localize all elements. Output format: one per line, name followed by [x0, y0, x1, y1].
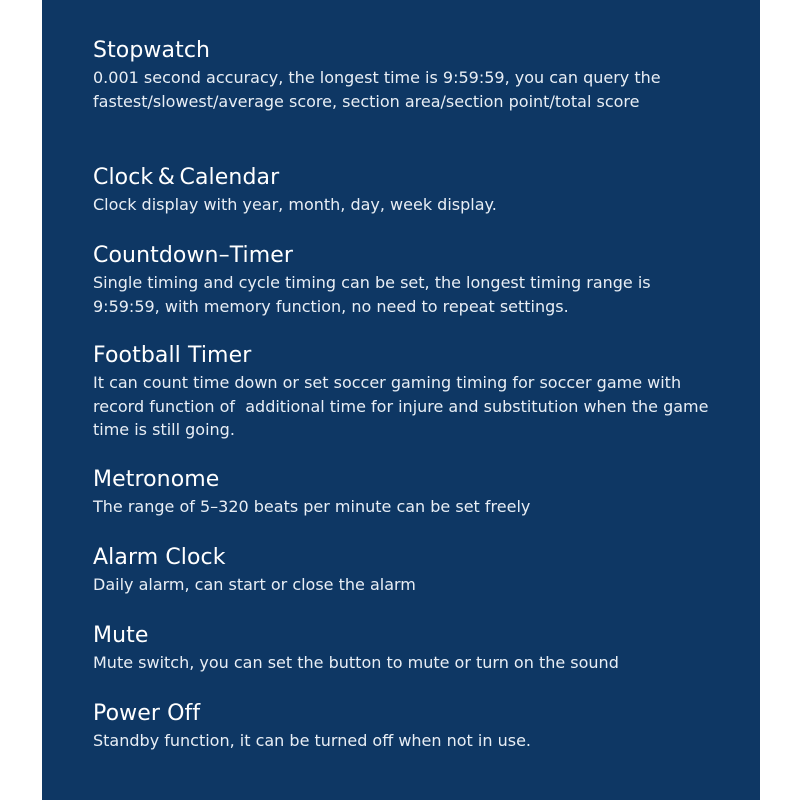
feature-title: Metronome [93, 467, 220, 492]
feature-description: Clock display with year, month, day, week display. [93, 195, 497, 214]
feature-metronome [93, 465, 740, 543]
feature-description: 0.001 second accuracy, the longest time is 9:59:59, you can query the fastest/slowest/average score, section area/section point/total score [93, 68, 666, 111]
feature-description: Single timing and cycle timing can be set, the longest timing range is 9:59:59, with memory function, no need to repeat settings. [93, 273, 656, 316]
feature-title: Alarm Clock [93, 545, 226, 570]
feature-title: Clock & Calendar [93, 165, 280, 190]
feature-title: Mute [93, 623, 149, 648]
feature-alarm-clock [93, 543, 740, 621]
feature-description: The range of 5–320 beats per minute can be set freely [93, 497, 531, 516]
feature-description: Mute switch, you can set the button to mute or turn on the sound [93, 653, 619, 672]
feature-description: It can count time down or set soccer gaming timing for soccer game with record function of additional time for injure and substitution when the game time is still going. [93, 373, 714, 439]
feature-title: Countdown–Timer [93, 243, 294, 268]
feature-clock-calendar [93, 163, 740, 241]
feature-description: Daily alarm, can start or close the alarm [93, 575, 416, 594]
feature-football-timer [93, 341, 740, 465]
feature-countdown-timer [93, 241, 740, 341]
feature-title: Power Off [93, 701, 201, 726]
feature-panel [42, 0, 760, 800]
feature-mute [93, 621, 740, 699]
feature-stopwatch [93, 36, 740, 163]
feature-description: Standby function, it can be turned off when not in use. [93, 731, 531, 750]
feature-power-off [93, 699, 740, 777]
feature-title: Football Timer [93, 343, 252, 368]
feature-title: Stopwatch [93, 38, 211, 63]
